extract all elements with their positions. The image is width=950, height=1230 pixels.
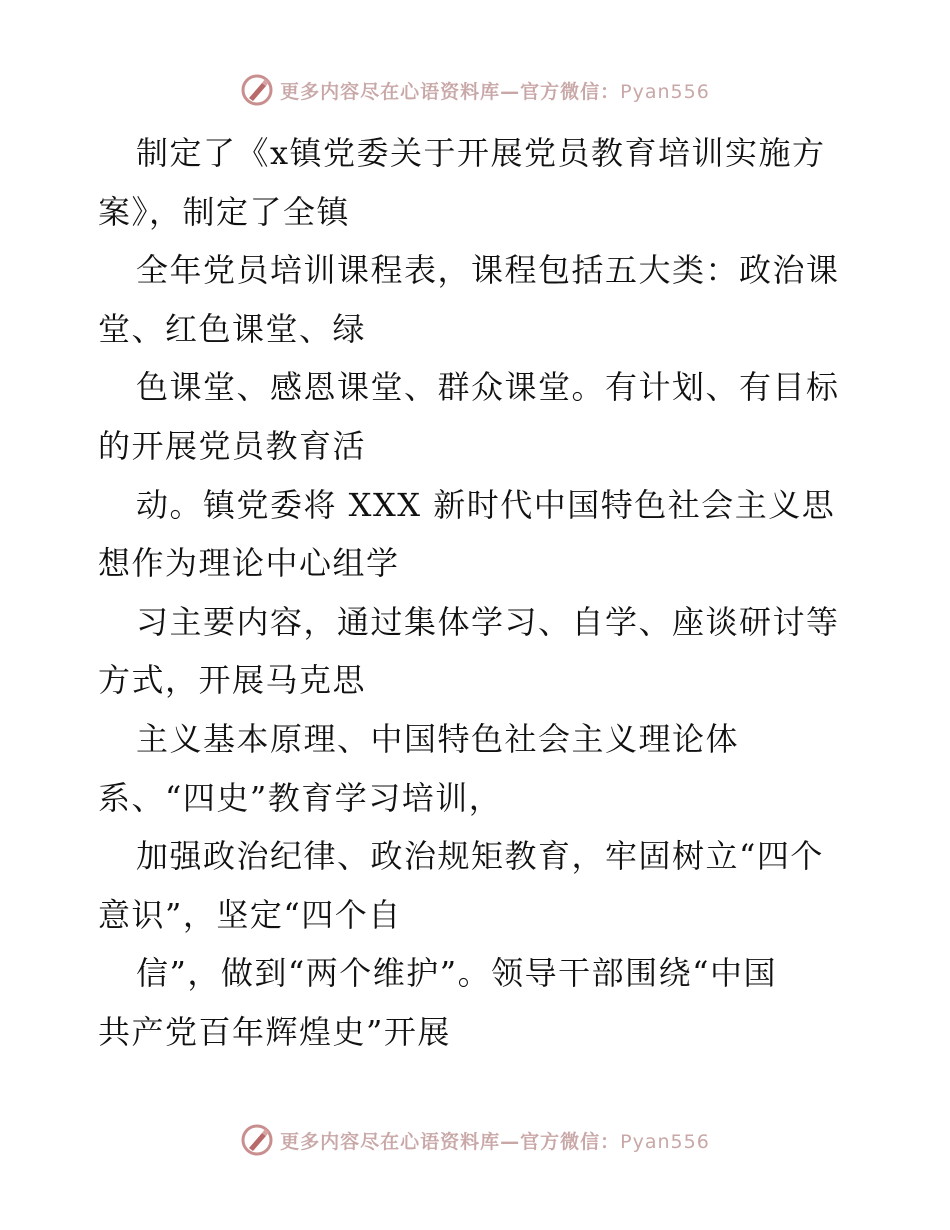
body-line: 意识”，坚定“四个自 xyxy=(98,895,402,934)
body-line: 方式，开展马克思 xyxy=(98,661,367,700)
watermark-text: 更多内容尽在心语资料库—官方微信：Pyan556 xyxy=(280,1130,710,1153)
body-line: 习主要内容，通过集体学习、自学、座谈研讨等 xyxy=(136,602,840,641)
footer-watermark xyxy=(0,1120,950,1160)
body-line: 系、“四史”教育学习培训， xyxy=(98,778,503,817)
watermark-account: Pyan556 xyxy=(620,1130,710,1153)
body-line: 制定了《x镇党委关于开展党员教育培训实施方 xyxy=(136,134,826,172)
body-line: 动。镇党委将 XXX 新时代中国特色社会主义思 xyxy=(136,485,836,524)
body-line: 想作为理论中心组学 xyxy=(98,544,400,583)
body-line: 信”，做到“两个维护”。领导干部围绕“中国 xyxy=(136,954,777,993)
pen-logo-icon xyxy=(240,1123,274,1157)
body-line: 主义基本原理、中国特色社会主义理论体 xyxy=(136,719,740,758)
header-watermark xyxy=(0,70,950,110)
body-line: 色课堂、感恩课堂、群众课堂。有计划、有目标 xyxy=(136,368,840,407)
body-line: 案》，制定了全镇 xyxy=(98,192,351,231)
watermark-account: Pyan556 xyxy=(620,80,710,103)
body-line: 加强政治纪律、政治规矩教育，牢固树立“四个 xyxy=(136,837,824,876)
document-body xyxy=(98,124,858,1062)
body-line: 堂、红色课堂、绿 xyxy=(98,309,367,348)
pen-logo-icon xyxy=(240,73,274,107)
body-line: 全年党员培训课程表，课程包括五大类：政治课 xyxy=(136,251,840,290)
watermark-text: 更多内容尽在心语资料库—官方微信：Pyan556 xyxy=(280,80,710,103)
body-line: 共产党百年辉煌史”开展 xyxy=(98,1012,451,1051)
body-line: 的开展党员教育活 xyxy=(98,426,367,465)
